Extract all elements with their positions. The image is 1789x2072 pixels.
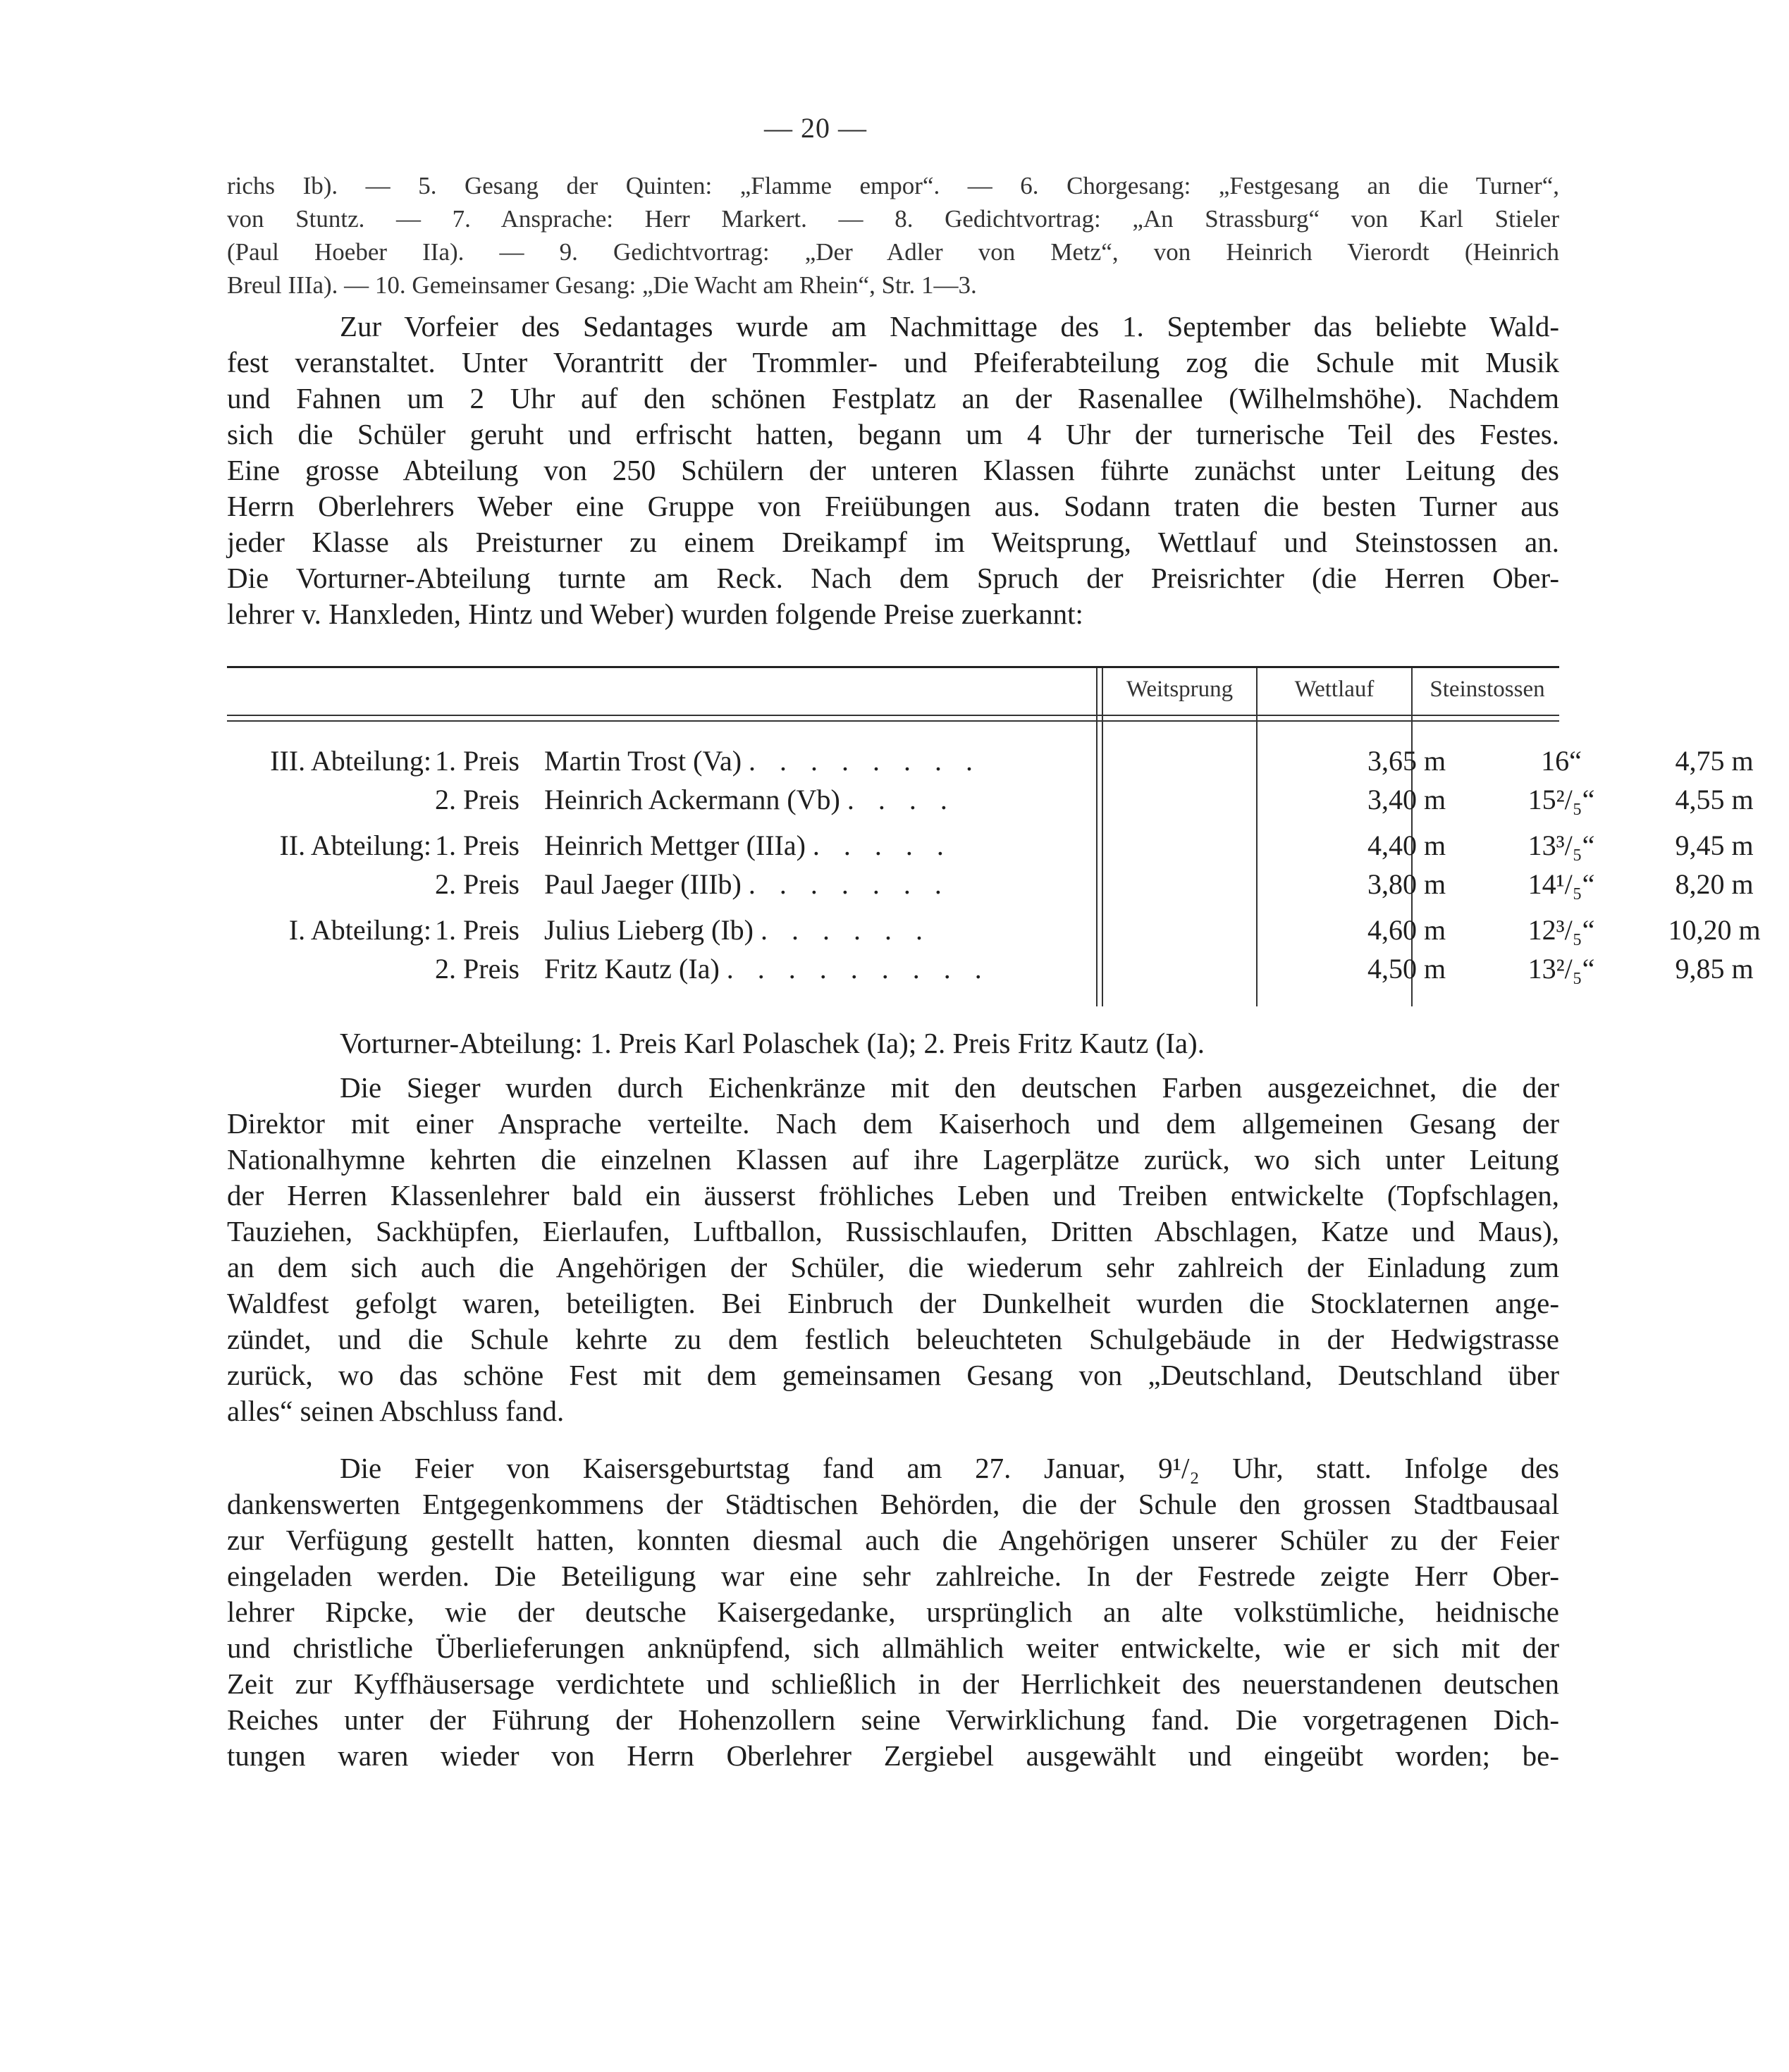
abteilung-label: I. Abteilung: <box>288 914 431 946</box>
text-line: (Paul Hoeber IIa). — 9. Gedichtvortrag: „Der Adler von Metz“, von Heinrich Vierordt (Heinrich <box>227 238 1559 266</box>
value-wettlauf: 16“ <box>1541 745 1582 777</box>
text-line: Die Feier von Kaisersgeburtstag fand am 27. Januar, 9¹/₂ Uhr, statt. Infolge des <box>340 1452 1559 1484</box>
value-weitsprung: 3,80 m <box>1367 868 1446 900</box>
abteilung-label: III. Abteilung: <box>270 745 431 777</box>
value-steinstossen: 4,75 m <box>1675 745 1754 777</box>
text-line: eingeladen werden. Die Beteiligung war eine sehr zahlreiche. In der Festrede zeigte Herr Ober- <box>227 1560 1559 1592</box>
text-line: Eine grosse Abteilung von 250 Schülern der unteren Klassen führte zunächst unter Leitung des <box>227 454 1559 486</box>
abteilung-label: II. Abteilung: <box>279 830 431 861</box>
leader-dots: . . . . . . . <box>748 868 950 900</box>
text-line: Vorturner-Abteilung: 1. Preis Karl Polaschek (Ia); 2. Preis Fritz Kautz (Ia). <box>340 1027 1205 1059</box>
text-line: tungen waren wieder von Herrn Oberlehrer Zergiebel ausgewählt und eingeübt worden; be- <box>227 1739 1559 1772</box>
text-line: jeder Klasse als Preisturner zu einem Dreikampf im Weitsprung, Wettlauf und Steinstossen an. <box>227 526 1559 558</box>
prize-rank: 1. Preis <box>435 914 520 946</box>
text-line: lehrer v. Hanxleden, Hintz und Weber) wurden folgende Preise zuerkannt: <box>227 598 1083 630</box>
program-list <box>227 169 1559 302</box>
text-line: Nationalhymne kehrten die einzelnen Klassen auf ihre Lagerplätze zurück, wo sich unter Leitung <box>227 1143 1559 1176</box>
table-rule <box>227 720 1559 722</box>
table-header-wettlauf: Wettlauf <box>1294 677 1375 702</box>
text-line: fest veranstaltet. Unter Vorantritt der Trommler- und Pfeiferabteilung zog die Schule mit Musik <box>227 346 1559 378</box>
value-wettlauf: 15²/₅“ <box>1527 784 1595 815</box>
paragraph-sieger <box>227 1070 1559 1429</box>
value-wettlauf: 13³/₅“ <box>1527 830 1595 861</box>
text-line: sich die Schüler geruht und erfrischt hatten, begann um 4 Uhr der turnerische Teil des Festes. <box>227 418 1559 450</box>
value-steinstossen: 9,85 m <box>1675 953 1754 985</box>
vorturner-line <box>227 1025 1559 1061</box>
text-line: zurück, wo das schöne Fest mit dem gemeinsamen Gesang von „Deutschland, Deutschland über <box>227 1359 1559 1391</box>
text-line: Zur Vorfeier des Sedantages wurde am Nachmittage des 1. September das beliebte Wald- <box>340 310 1559 343</box>
prize-winner: Paul Jaeger (IIIb) <box>544 868 742 900</box>
prize-winner: Fritz Kautz (Ia) <box>544 953 720 985</box>
text-line: Breul IIIa). — 10. Gemeinsamer Gesang: „Die Wacht am Rhein“, Str. 1—3. <box>227 271 977 299</box>
page-number: — 20 — <box>764 112 867 144</box>
table-rule <box>227 715 1559 716</box>
text-line: dankenswerten Entgegenkommens der Städtischen Behörden, die der Schule den grossen Stadtbausaal <box>227 1488 1559 1520</box>
prize-rank: 2. Preis <box>435 953 520 985</box>
table-divider <box>1256 668 1258 1006</box>
leader-dots: . . . . <box>847 784 956 815</box>
prize-rank: 2. Preis <box>435 784 520 815</box>
table-header-weitsprung: Weitsprung <box>1126 677 1234 702</box>
value-weitsprung: 3,65 m <box>1367 745 1446 777</box>
text-line: Tauziehen, Sackhüpfen, Eierlaufen, Luftballon, Russischlaufen, Dritten Abschlagen, Katze und Maus), <box>227 1215 1559 1247</box>
text-line: Reiches unter der Führung der Hohenzollern seine Verwirklichung fand. Die vorgetragenen Dich- <box>227 1703 1559 1736</box>
value-weitsprung: 3,40 m <box>1367 784 1446 815</box>
text-line: richs Ib). — 5. Gesang der Quinten: „Flamme empor“. — 6. Chorgesang: „Festgesang an die Turner“, <box>227 172 1559 199</box>
prize-winner: Julius Lieberg (Ib) <box>544 914 754 946</box>
text-line: Direktor mit einer Ansprache verteilte. Nach dem Kaiserhoch und dem allgemeinen Gesang der <box>227 1107 1559 1140</box>
text-line: Zeit zur Kyffhäusersage verdichtete und schließlich in der Herrlichkeit des neuerstandenen deutschen <box>227 1667 1559 1700</box>
value-steinstossen: 10,20 m <box>1668 914 1761 946</box>
table-header-steinstossen: Steinstossen <box>1430 677 1545 702</box>
value-steinstossen: 9,45 m <box>1675 830 1754 861</box>
text-line: zündet, und die Schule kehrte zu dem festlich beleuchteten Schulgebäude in der Hedwigstrasse <box>227 1323 1559 1355</box>
leader-dots: . . . . . . . . . <box>726 953 990 985</box>
text-line: und christliche Überlieferungen anknüpfend, sich allmählich weiter entwickelte, wie er sich mit der <box>227 1632 1559 1664</box>
text-line: lehrer Ripcke, wie der deutsche Kaisergedanke, ursprünglich an alte volkstümliche, heidnische <box>227 1596 1559 1628</box>
text-line: Die Sieger wurden durch Eichenkränze mit den deutschen Farben ausgezeichnet, die der <box>340 1071 1559 1104</box>
leader-dots: . . . . . . <box>760 914 931 946</box>
text-line: an dem sich auch die Angehörigen der Schüler, die wiederum sehr zahlreich der Einladung zum <box>227 1251 1559 1283</box>
table-rule <box>227 666 1559 668</box>
table-divider <box>1102 668 1103 1006</box>
prize-winner: Martin Trost (Va) <box>544 745 742 777</box>
value-steinstossen: 8,20 m <box>1675 868 1754 900</box>
text-line: der Herren Klassenlehrer bald ein äusserst fröhliches Leben und Treiben entwickelte (Topfschlagen, <box>227 1179 1559 1211</box>
value-wettlauf: 12³/₅“ <box>1527 914 1595 946</box>
text-line: zur Verfügung gestellt hatten, konnten diesmal auch die Angehörigen unserer Schüler zu der Feier <box>227 1524 1559 1556</box>
paragraph-sedantag <box>227 309 1559 632</box>
text-line: Herrn Oberlehrers Weber eine Gruppe von Freiübungen aus. Sodann traten die besten Turner aus <box>227 490 1559 522</box>
prize-winner: Heinrich Mettger (IIIa) <box>544 830 806 861</box>
leader-dots: . . . . . <box>812 830 952 861</box>
prize-winner: Heinrich Ackermann (Vb) <box>544 784 840 815</box>
prize-rank: 2. Preis <box>435 868 520 900</box>
paragraph-kaisersgeburtstag <box>227 1450 1559 1774</box>
prize-rank: 1. Preis <box>435 745 520 777</box>
text-line: und Fahnen um 2 Uhr auf den schönen Festplatz an der Rasenallee (Wilhelmshöhe). Nachdem <box>227 382 1559 414</box>
text-line: Die Vorturner-Abteilung turnte am Reck. Nach dem Spruch der Preisrichter (die Herren Ober- <box>227 562 1559 594</box>
value-steinstossen: 4,55 m <box>1675 784 1754 815</box>
text-line: Waldfest gefolgt waren, beteiligten. Bei Einbruch der Dunkelheit wurden die Stocklaternen ange- <box>227 1287 1559 1319</box>
value-wettlauf: 14¹/₅“ <box>1527 868 1595 900</box>
table-divider <box>1096 668 1098 1006</box>
leader-dots: . . . . . . . . <box>749 745 982 777</box>
value-wettlauf: 13²/₅“ <box>1527 953 1595 985</box>
value-weitsprung: 4,60 m <box>1367 914 1446 946</box>
value-weitsprung: 4,40 m <box>1367 830 1446 861</box>
text-line: alles“ seinen Abschluss fand. <box>227 1395 565 1427</box>
prize-rank: 1. Preis <box>435 830 520 861</box>
text-line: von Stuntz. — 7. Ansprache: Herr Markert. — 8. Gedichtvortrag: „An Strassburg“ von Karl Stieler <box>227 205 1559 233</box>
value-weitsprung: 4,50 m <box>1367 953 1446 985</box>
